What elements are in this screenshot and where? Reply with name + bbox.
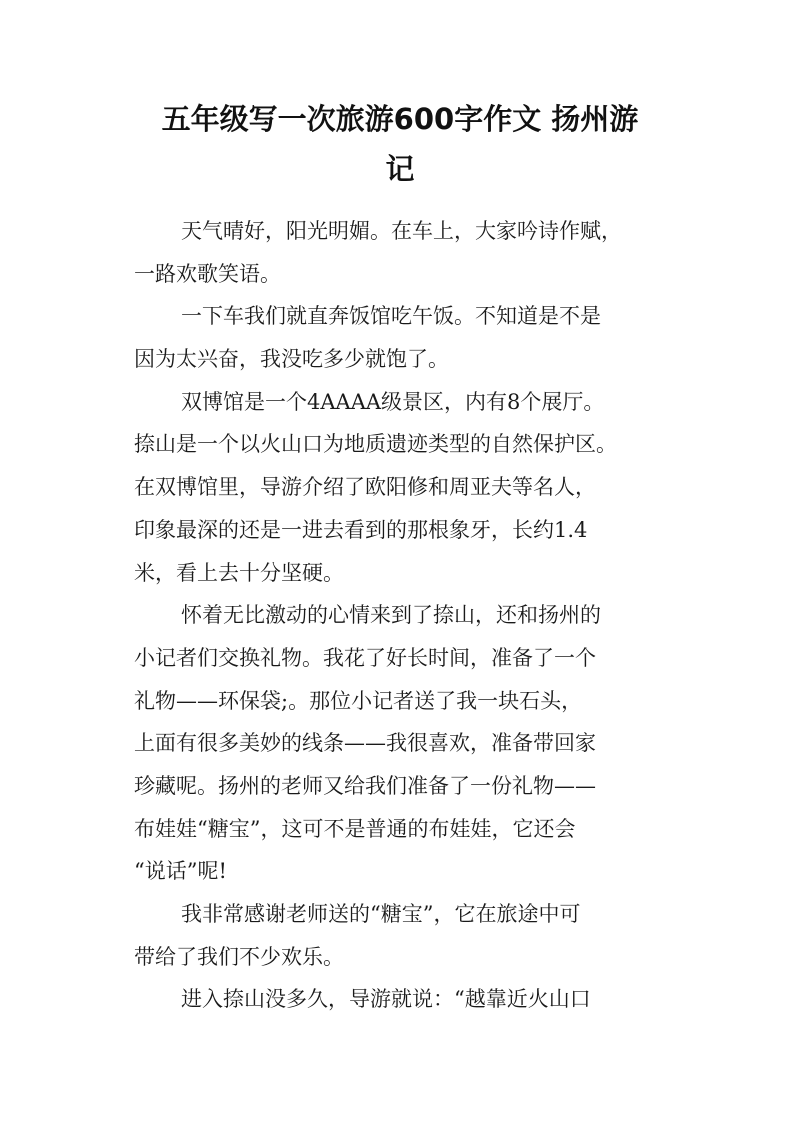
paragraph-3-line-1: 双博馆是一个4AAAA级景区，内有8个展厅。 bbox=[181, 389, 605, 414]
paragraph-4-line-6: 布娃娃“糖宝”，这可不是普通的布娃娃，它还会 bbox=[134, 816, 576, 841]
paragraph-6-line-1: 进入捺山没多久，导游就说：“越靠近火山口 bbox=[181, 987, 591, 1012]
paragraph-3-line-4: 印象最深的还是一进去看到的那根象牙，长约1.4 bbox=[134, 517, 588, 542]
article-body bbox=[134, 210, 674, 1021]
paragraph-4-line-7: “说话”呢! bbox=[134, 859, 227, 884]
paragraph-4-line-3: 礼物——环保袋;。那位小记者送了我一块石头， bbox=[134, 688, 583, 713]
paragraph-4-line-1: 怀着无比激动的心情来到了捺山，还和扬州的 bbox=[181, 603, 601, 628]
paragraph-2-line-2: 因为太兴奋，我没吃多少就饱了。 bbox=[134, 347, 449, 372]
paragraph-1-line-2: 一路欢歌笑语。 bbox=[134, 261, 281, 286]
paragraph-3-line-3: 在双博馆里，导游介绍了欧阳修和周亚夫等名人， bbox=[134, 475, 596, 500]
paragraph-4-line-5: 珍藏呢。扬州的老师又给我们准备了一份礼物—— bbox=[134, 773, 596, 798]
title-line: 记 bbox=[385, 152, 415, 186]
document-title bbox=[118, 94, 682, 194]
paragraph-2-line-1: 一下车我们就直奔饭馆吃午饭。不知道是不是 bbox=[181, 304, 601, 329]
paragraph-3-line-5: 米，看上去十分坚硬。 bbox=[134, 560, 344, 585]
paragraph-1-line-1: 天气晴好，阳光明媚。在车上，大家吟诗作赋， bbox=[181, 219, 622, 243]
paragraph-3-line-2: 捺山是一个以火山口为地质遗迹类型的自然保护区。 bbox=[134, 432, 617, 457]
paragraph-4-line-4: 上面有很多美妙的线条——我很喜欢，准备带回家 bbox=[134, 731, 596, 756]
paragraph-5-line-2: 带给了我们不少欢乐。 bbox=[134, 944, 344, 969]
paragraph-4-line-2: 小记者们交换礼物。我花了好长时间，准备了一个 bbox=[134, 645, 596, 670]
title-line: 五年级写一次旅游600字作文 扬州游 bbox=[161, 102, 639, 136]
paragraph-5-line-1: 我非常感谢老师送的“糖宝”，它在旅途中可 bbox=[181, 902, 581, 926]
